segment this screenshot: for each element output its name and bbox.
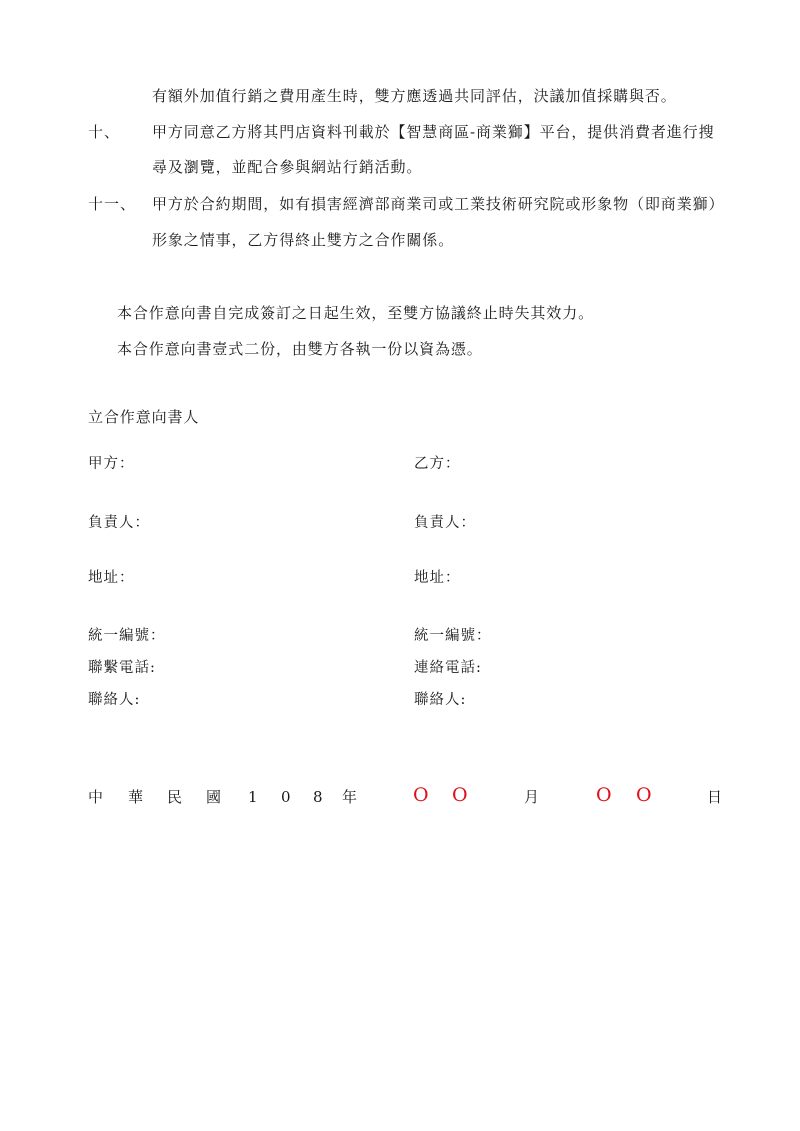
party-a-name-label: 甲方： [88, 456, 135, 472]
party-b-phone-label: 連絡電話: [414, 660, 482, 676]
year-digit-2: 0 [281, 788, 291, 806]
year-digit-1: 1 [248, 788, 258, 806]
effect-line-2: 本合作意向書壹式二份，由雙方各執一份以資為憑。 [117, 340, 483, 358]
party-a-contact-label: 聯絡人: [88, 692, 141, 708]
party-b-representative-label: 負責人： [414, 515, 476, 531]
date-char-guo: 國 [206, 788, 222, 806]
year-digit-3: 8 [313, 788, 323, 806]
party-b-contact-label: 聯絡人: [414, 692, 467, 708]
month-placeholder-2: O [452, 784, 468, 806]
date-char-min: 民 [167, 788, 183, 806]
effect-line-1: 本合作意向書自完成簽訂之日起生效，至雙方協議終止時失其效力。 [117, 304, 595, 322]
party-a-representative-label: 負責人： [88, 515, 150, 531]
party-a-uniform-number-label: 統一編號： [88, 628, 166, 644]
party-b-name-label: 乙方： [414, 456, 461, 472]
party-b-address-label: 地址： [414, 570, 461, 586]
day-placeholder-2: O [636, 784, 652, 806]
clause-10-number: 十、 [88, 123, 121, 141]
date-char-hua: 華 [128, 788, 144, 806]
clause-10-line-2: 尋及瀏覽，並配合參與網站行銷活動。 [152, 158, 423, 176]
signing-date-row [0, 784, 800, 809]
clause-10-line-1: 甲方同意乙方將其門店資料刊載於【智慧商區-商業獅】平台，提供消費者進行搜 [152, 123, 715, 141]
signers-heading: 立合作意向書人 [88, 408, 200, 426]
month-label: 月 [524, 788, 540, 806]
date-char-zhong: 中 [88, 788, 104, 806]
party-b-uniform-number-label: 統一編號： [414, 628, 492, 644]
month-placeholder-1: O [413, 784, 429, 806]
clause-11-number: 十一、 [88, 195, 137, 213]
day-label: 日 [707, 788, 723, 806]
clause-11-line-2: 形象之情事，乙方得終止雙方之合作關係。 [152, 231, 455, 249]
day-placeholder-1: O [596, 784, 612, 806]
party-a-phone-label: 聯繫電話: [88, 660, 156, 676]
clause-11-line-1: 甲方於合約期間，如有損害經濟部商業司或工業技術研究院或形象物（即商業獅） [152, 195, 725, 213]
party-a-address-label: 地址： [88, 570, 135, 586]
year-label: 年 [342, 788, 358, 806]
clause-continuation-line: 有額外加值行銷之費用產生時，雙方應透過共同評估，決議加值採購與否。 [152, 87, 677, 105]
